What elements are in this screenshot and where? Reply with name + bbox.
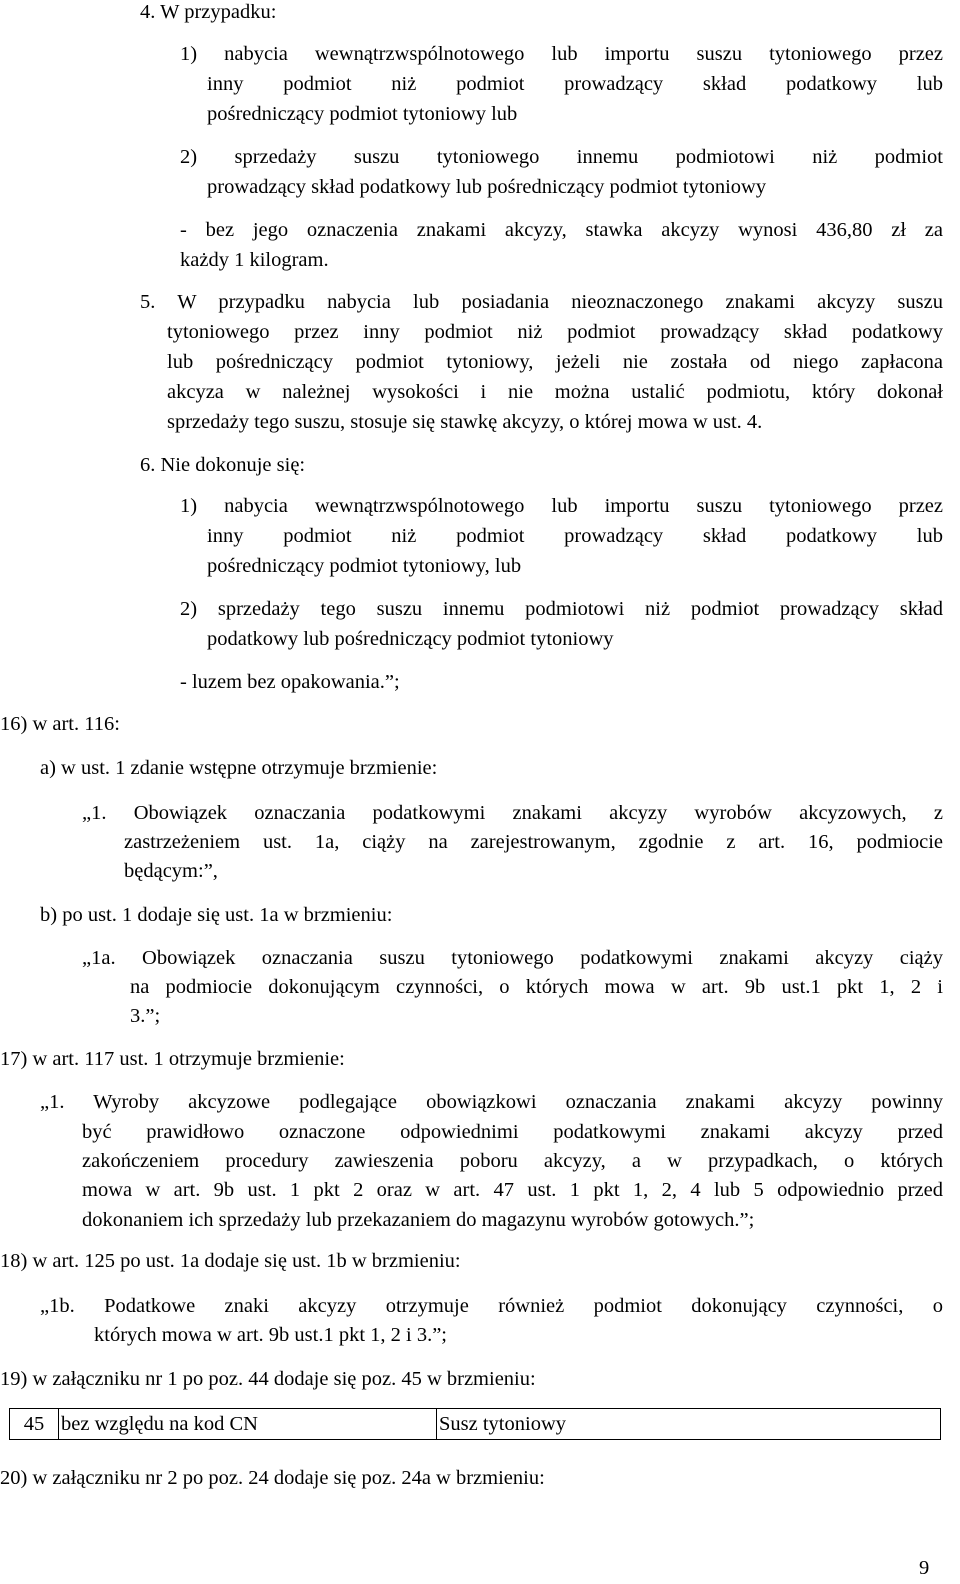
art-125-heading: 18) w art. 125 po ust. 1a dodaje się ust. 1b w brzmieniu: <box>0 1250 461 1272</box>
art-117-quote-line-3: zakończeniem procedury zawieszenia poboru akcyzy, a w przypadkach, o których <box>82 1150 943 1172</box>
art-116-point-a: a) w ust. 1 zdanie wstępne otrzymuje brzmienie: <box>40 757 438 779</box>
art-117-heading: 17) w art. 117 ust. 1 otrzymuje brzmienie: <box>0 1048 345 1070</box>
para-4-item-1-line-3: pośredniczący podmiot tytoniowy lub <box>207 103 518 125</box>
para-4-item-1-line-1: 1) nabycia wewnątrzwspólnotowego lub importu suszu tytoniowego przez <box>180 43 943 65</box>
para-6-tail: - luzem bez opakowania.”; <box>180 671 400 693</box>
art-116-b-quote-line-3: 3.”; <box>130 1005 161 1027</box>
art-117-quote-line-5: dokonaniem ich sprzedaży lub przekazaniem do magazynu wyrobów gotowych.”; <box>82 1209 755 1231</box>
table-cell-product: Susz tytoniowy <box>437 1409 941 1440</box>
para-4-item-2-line-2: prowadzący skład podatkowy lub pośredniczący podmiot tytoniowy <box>207 176 767 198</box>
para-4-tail-line-2: każdy 1 kilogram. <box>180 249 329 271</box>
art-125-quote-line-2: których mowa w art. 9b ust.1 pkt 1, 2 i 3.”; <box>94 1324 448 1346</box>
para-5-line-4: akcyza w należnej wysokości i nie można ustalić podmiotu, który dokonał <box>167 381 943 403</box>
art-116-a-quote-line-2: zastrzeżeniem ust. 1a, ciąży na zarejestrowanym, zgodnie z art. 16, podmiocie <box>124 831 943 853</box>
art-116-a-quote-line-3: będącym:”, <box>124 860 218 882</box>
art-117-quote-line-2: być prawidłowo oznaczone odpowiednimi podatkowymi znakami akcyzy przed <box>82 1121 943 1143</box>
table-cell-cn-code: bez względu na kod CN <box>59 1409 437 1440</box>
art-116-b-quote-line-1: „1a. Obowiązek oznaczania suszu tytoniowego podatkowymi znakami akcyzy ciąży <box>82 947 943 969</box>
para-6-item-1-line-3: pośredniczący podmiot tytoniowy, lub <box>207 555 522 577</box>
para-4-item-2-line-1: 2) sprzedaży suszu tytoniowego innemu podmiotowi niż podmiot <box>180 146 943 168</box>
art-116-heading: 16) w art. 116: <box>0 713 120 735</box>
annex-1-heading: 19) w załączniku nr 1 po poz. 44 dodaje się poz. 45 w brzmieniu: <box>0 1368 536 1390</box>
art-116-a-quote-line-1: „1. Obowiązek oznaczania podatkowymi znakami akcyzy wyrobów akcyzowych, z <box>82 802 943 824</box>
para-5-line-2: tytoniowego przez inny podmiot niż podmiot prowadzący skład podatkowy <box>167 321 943 343</box>
art-117-quote-line-4: mowa w art. 9b ust. 1 pkt 2 oraz w art. 47 ust. 1 pkt 1, 2, 4 lub 5 odpowiednio przed <box>82 1179 943 1201</box>
para-6-item-2-line-1: 2) sprzedaży tego suszu innemu podmiotowi niż podmiot prowadzący skład <box>180 598 943 620</box>
page-number: 9 <box>919 1557 930 1579</box>
art-116-point-b: b) po ust. 1 dodaje się ust. 1a w brzmieniu: <box>40 904 393 926</box>
annex-2-heading: 20) w załączniku nr 2 po poz. 24 dodaje się poz. 24a w brzmieniu: <box>0 1467 545 1489</box>
para-4-item-1-line-2: inny podmiot niż podmiot prowadzący skład podatkowy lub <box>207 73 943 95</box>
annex-1-table <box>9 1408 941 1440</box>
para-5-line-1: 5. W przypadku nabycia lub posiadania nieoznaczonego znakami akcyzy suszu <box>140 291 943 313</box>
table-cell-position: 45 <box>10 1409 59 1440</box>
para-4-tail-line-1: - bez jego oznaczenia znakami akcyzy, stawka akcyzy wynosi 436,80 zł za <box>180 219 943 241</box>
para-6-item-2-line-2: podatkowy lub pośredniczący podmiot tytoniowy <box>207 628 614 650</box>
art-117-quote-line-1: „1. Wyroby akcyzowe podlegające obowiązkowi oznaczania znakami akcyzy powinny <box>40 1091 943 1113</box>
para-6-item-1-line-2: inny podmiot niż podmiot prowadzący skład podatkowy lub <box>207 525 943 547</box>
para-5-line-3: lub pośredniczący podmiot tytoniowy, jeżeli nie została od niego zapłacona <box>167 351 943 373</box>
para-4-heading: 4. W przypadku: <box>140 1 277 23</box>
art-125-quote-line-1: „1b. Podatkowe znaki akcyzy otrzymuje również podmiot dokonujący czynności, o <box>40 1295 943 1317</box>
para-6-item-1-line-1: 1) nabycia wewnątrzwspólnotowego lub importu suszu tytoniowego przez <box>180 495 943 517</box>
art-116-b-quote-line-2: na podmiocie dokonującym czynności, o których mowa w art. 9b ust.1 pkt 1, 2 i <box>130 976 943 998</box>
para-6-heading: 6. Nie dokonuje się: <box>140 454 306 476</box>
table-row <box>10 1409 941 1440</box>
para-5-line-5: sprzedaży tego suszu, stosuje się stawkę akcyzy, o której mowa w ust. 4. <box>167 411 763 433</box>
